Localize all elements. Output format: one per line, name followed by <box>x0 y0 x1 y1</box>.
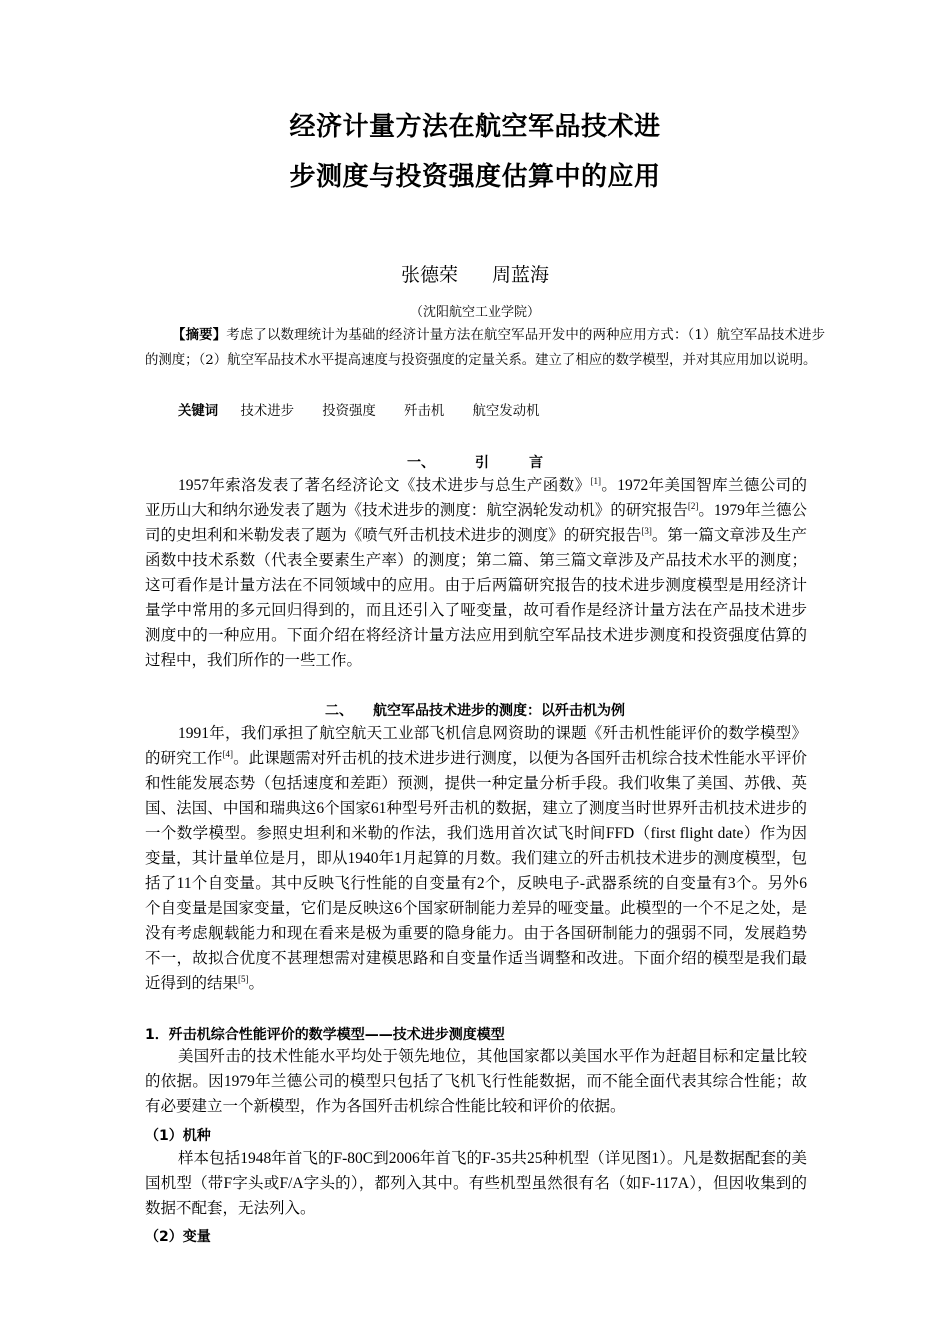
section-title-char: 言 <box>529 455 543 471</box>
keyword: 投资强度 <box>322 404 376 419</box>
text-run: 。第一篇文章涉及生产函数中技术系数（代表全要素生产率）的测度；第二篇、第三篇文章涉及产品技术水平的测度；这可看作是计量方法在不同领域中的应用。由于后两篇研究报告的技术进步测度模型是用经济计量学中常用的多元回归得到的，而且还引入了哑变量，故可看作是经济计量方法在产品技术进步测度中的一种应用。下面介绍在将经济计量方法应用到航空军品技术进步测度和投资强度估算的过程中，我们所作的一些工作。 <box>145 527 807 669</box>
citation: [2] <box>687 500 699 511</box>
model-paragraph: 美国歼击的技术性能水平均处于领先地位，其他国家都以美国水平作为赶超目标和定量比较的依据。因1979年兰德公司的模型只包括了飞机飞行性能数据，而不能全面代表其综合性能；故有必要建立一个新模型，作为各国歼击机综合性能比较和评价的依据。 <box>145 1048 807 1115</box>
paper-title-line-2: 步测度与投资强度估算中的应用 <box>289 162 661 192</box>
paper-title-line-1: 经济计量方法在航空军品技术进 <box>289 112 661 142</box>
keyword: 航空发动机 <box>472 404 540 419</box>
subsection-heading-variables: （2）变量 <box>145 1229 211 1245</box>
section-title: 航空军品技术进步的测度：以歼击机为例 <box>373 703 625 719</box>
section-heading-measurement <box>0 700 950 720</box>
text-run: 。此课题需对歼击机的技术进步进行测度，以便为各国歼击机综合技术性能水平评价和性能发展态势（包括速度和差距）预测，提供一种定量分析手段。我们收集了美国、苏俄、英国、法国、中国和瑞典这6个国家61种型号歼击机的数据，建立了测度当时世界歼击机技术进步的一个数学模型。参照史坦利和米勒的作法，我们选用首次试飞时间FFD（first flight date）作为因变量，其计量单位是月，即从1940年1月起算的月数。我们建立的歼击机技术进步的测度模型，包括了11个自变量。其中反映飞行性能的自变量有2个，反映电子-武器系统的自变量有3个。另外6个自变量是国家变量，它们是反映这6个国家研制能力差异的哑变量。此模型的一个不足之处，是没有考虑舰载能力和现在看来是极为重要的隐身能力。由于各国研制能力的强弱不同，发展趋势不一，故拟合优度不甚理想需对建模思路和自变量作适当调整和改进。下面介绍的模型是我们最近得到的结果 <box>145 750 807 992</box>
author-name: 张德荣 <box>400 264 458 286</box>
subsection-heading-model: 1．歼击机综合性能评价的数学模型——技术进步测度模型 <box>145 1027 505 1043</box>
keywords-label: 关键词 <box>178 404 219 419</box>
abstract-label: 【摘要】 <box>172 328 227 343</box>
section-title-char: 引 <box>475 455 489 471</box>
abstract-text: 考虑了以数理统计为基础的经济计量方法在航空军品开发中的两种应用方式：（1）航空军品技术进步的测度；（2）航空军品技术水平提高速度与投资强度的定量关系。建立了相应的数学模型，并对其应用加以说明。 <box>145 328 825 368</box>
citation: [4] <box>222 748 234 759</box>
abstract <box>145 323 825 373</box>
subsection-heading-aircraft-types: （1）机种 <box>145 1128 211 1144</box>
text-run: 。1979年兰德公司的史坦利和米勒发表了题为《喷气歼击机技术进步的测度》的研究报告 <box>145 502 807 544</box>
section-heading-introduction <box>0 452 950 472</box>
keywords <box>178 399 828 424</box>
aircraft-types-paragraph: 样本包括1948年首飞的F-80C到2006年首飞的F-35共25种机型（详见图1）。凡是数据配套的美国机型（带F字头或F/A字头的），都列入其中。有些机型虽然很有名（如F-117A），但因收集到的数据不配套，无法列入。 <box>145 1150 807 1217</box>
citation: [5] <box>238 973 249 984</box>
text-run: 。1972年美国智库兰德公司的亚历山大和纳尔逊发表了题为《技术进步的测度：航空涡轮发动机》的研究报告 <box>145 477 807 519</box>
affiliation: （沈阳航空工业学院） <box>409 305 540 320</box>
section-two-paragraph <box>145 721 807 996</box>
introduction-paragraph <box>145 473 807 673</box>
keyword: 歼击机 <box>404 404 445 419</box>
keyword: 技术进步 <box>240 404 294 419</box>
text-run: 1957年索洛发表了著名经济论文《技术进步与总生产函数》 <box>178 477 591 494</box>
author-name: 周蓝海 <box>492 264 550 286</box>
author-list <box>0 260 950 287</box>
text-run: 。 <box>248 975 265 992</box>
section-number: 一、 <box>407 455 435 471</box>
section-number: 二、 <box>325 703 353 719</box>
text-run: 1991年，我们承担了航空航天工业部飞机信息网资助的课题《歼击机性能评价的数学模型》的研究工作 <box>145 725 807 767</box>
citation: [3] <box>641 525 652 536</box>
citation: [1] <box>590 475 601 486</box>
